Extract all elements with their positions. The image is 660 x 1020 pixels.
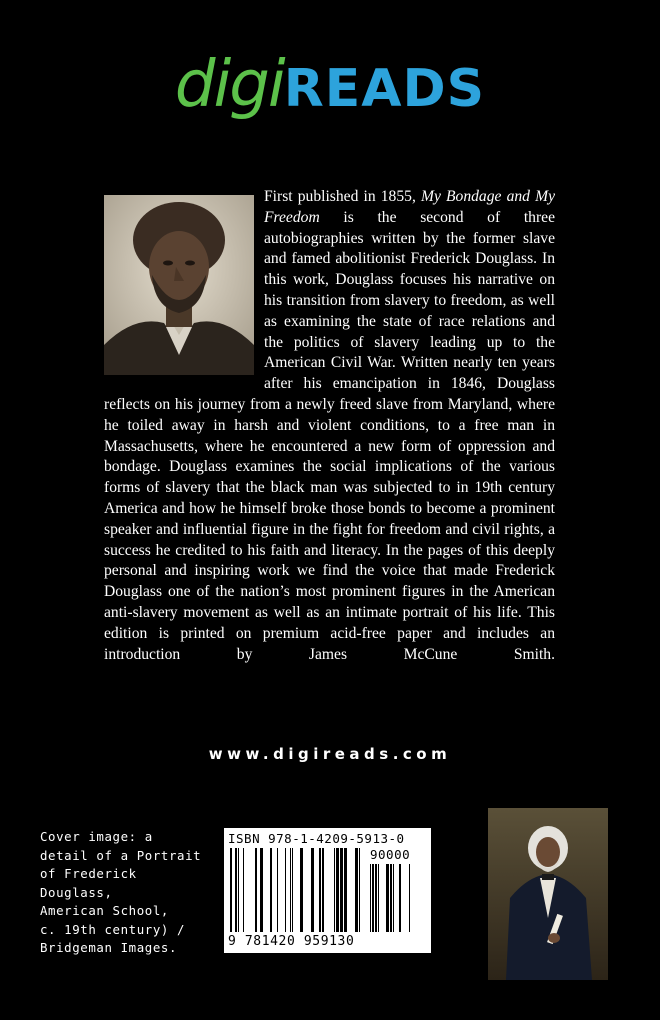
credit-line: American School, (40, 903, 169, 918)
publisher-logo (0, 48, 660, 120)
portrait-spacer (104, 187, 264, 375)
painting-icon (488, 808, 608, 980)
book-title: My Bondage and My Freedom (264, 188, 555, 226)
description-text (104, 187, 555, 665)
price-code: 90000 (370, 847, 411, 862)
website-url: www.digireads.com (208, 745, 452, 763)
cover-image-credit (40, 828, 210, 958)
credit-line: Douglass, (40, 884, 113, 900)
credit-line: Bridgeman Images. (40, 940, 178, 955)
description-part-2: is the second of three autobiographies written by the former slave and famed abolitionist Frederick Douglass. In this work, Douglass focuses his narrative on his transition from slavery to freedom, as well as examining the state of race relations and the politics of slavery leading up to the American Civil War. Written nearly ten years after his emancipation in 1846, Douglass reflects on his journey from a newly freed slave from Maryland, where he toiled away in harsh and violent conditions, to a free man in Massachusetts, where he encountered a new form of oppression and bondage. Douglass examines the social implications of the various forms of slavery that the black man was subjected to in 19th century America and how he himself broke those bonds to become a prominent speaker and influential figure in the fight for freedom and civil rights, a success he credited to his faith and literacy. In the pages of this deeply personal and inspiring work we find the voice that made Frederick Douglass one of the nation’s most prominent figures in the American anti-slavery movement as well as an intimate portrait of his life. This edition is printed on premium acid-free paper and includes an introduction by James McCune Smith. (104, 208, 555, 663)
credit-line: detail of a Portrait (40, 847, 202, 863)
isbn-text: ISBN 978-1-4209-5913-0 (228, 831, 405, 846)
credit-line: Cover image: a (40, 829, 153, 844)
cover-painting (488, 808, 608, 980)
logo-reads: READS (283, 59, 486, 119)
logo-digi: digi (174, 48, 284, 122)
description-part-1: First published in 1855, (264, 188, 421, 205)
credit-line: of Frederick (40, 866, 137, 881)
isbn-barcode (224, 828, 431, 953)
barcode-number: 9 781420 959130 (228, 934, 355, 949)
credit-line: c. 19th century) / (40, 921, 186, 937)
